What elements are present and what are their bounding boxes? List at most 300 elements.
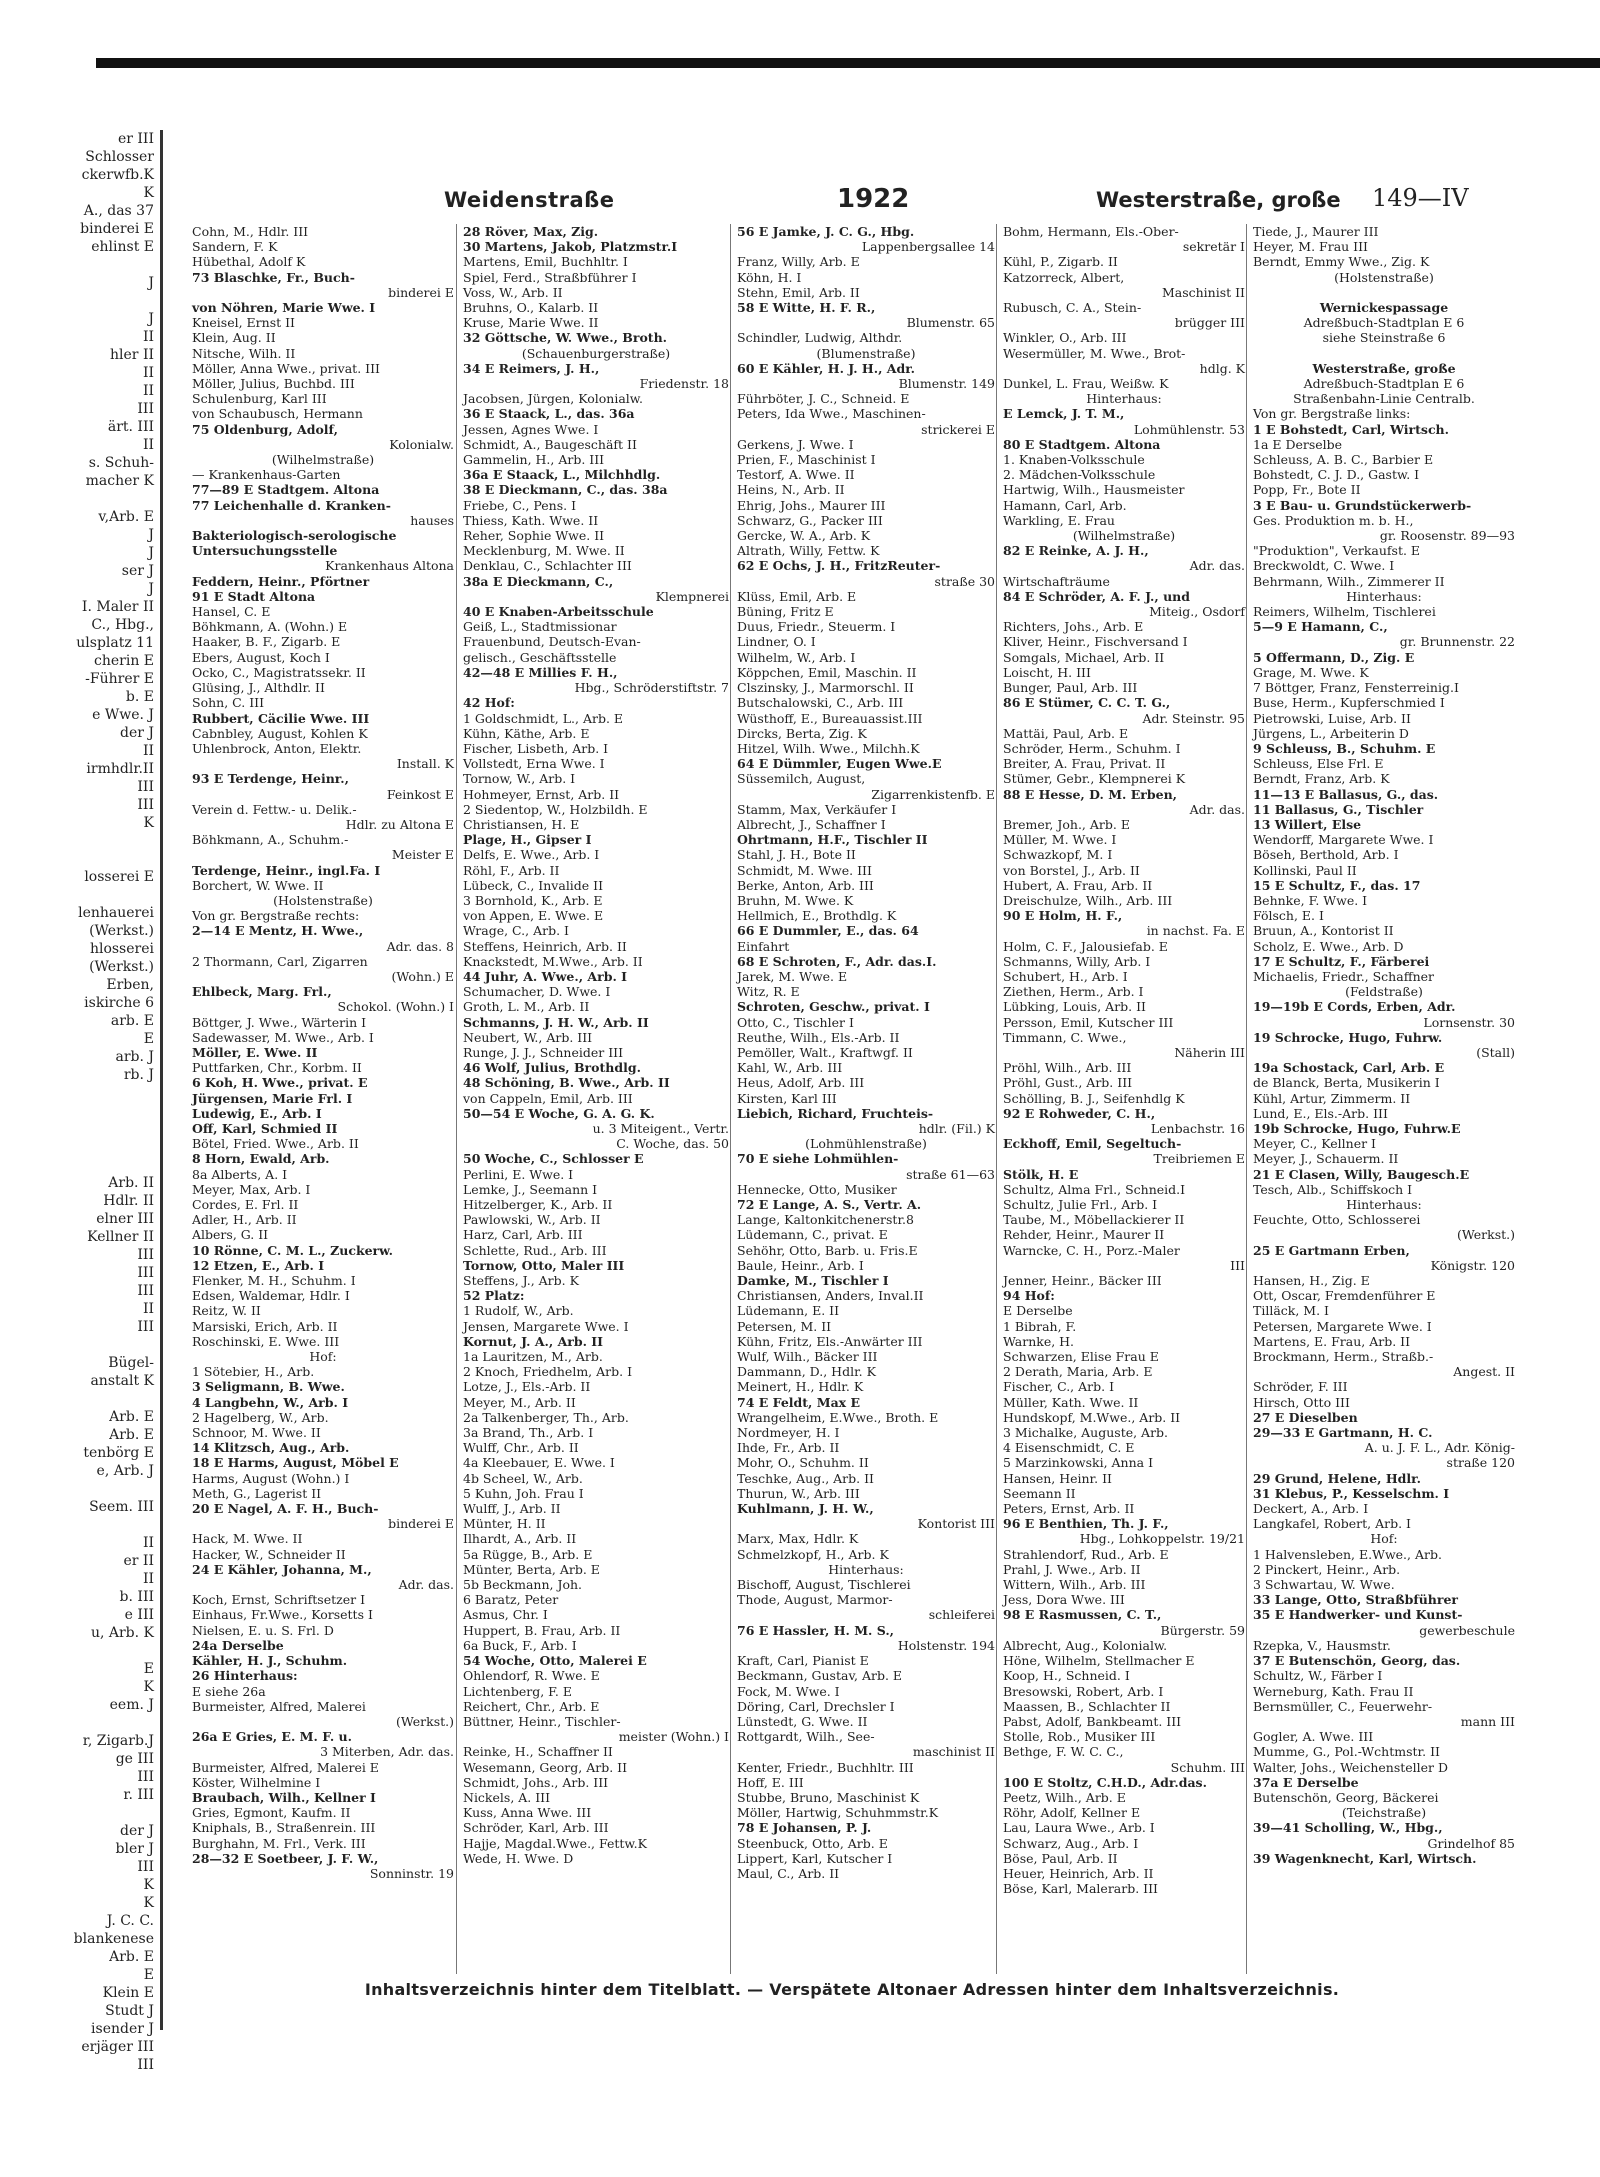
directory-entry: 96 E Benthien, Th. J. F., xyxy=(1003,1516,1169,1532)
directory-entry: Lindner, O. I xyxy=(737,634,816,650)
directory-entry: Eckhoff, Emil, Segeltuch- xyxy=(1003,1136,1182,1152)
left-edge-fragment: e, Arb. J xyxy=(96,1463,154,1479)
directory-entry: Schmanns, Willy, Arb. I xyxy=(1003,953,1151,969)
directory-entry: Heins, N., Arb. II xyxy=(737,482,845,498)
left-edge-fragment: III xyxy=(137,1319,154,1335)
directory-entry: Königstr. 120 xyxy=(1430,1257,1515,1273)
directory-entry: 2 Knoch, Friedhelm, Arb. I xyxy=(463,1364,633,1380)
page-header xyxy=(192,180,1512,220)
directory-entry: 6 Baratz, Peter xyxy=(463,1592,559,1608)
directory-entry: Wittern, Wilh., Arb. III xyxy=(1003,1577,1146,1593)
directory-entry: 18 E Harms, August, Möbel E xyxy=(192,1455,399,1471)
directory-entry: Blumenstr. 65 xyxy=(906,315,995,331)
directory-entry: Süssemilch, August, xyxy=(737,771,866,787)
directory-entry: Borchert, W. Wwe. II xyxy=(192,877,324,893)
directory-entry: Fischer, Lisbeth, Arb. I xyxy=(463,740,609,756)
directory-entry: Maul, C., Arb. II xyxy=(737,1865,840,1881)
directory-entry: Schubert, H., Arb. I xyxy=(1003,968,1128,984)
directory-entry: Albrecht, J., Schaffner I xyxy=(737,816,886,832)
directory-entry: Hinterhaus: xyxy=(1346,588,1422,604)
directory-entry: Pemöller, Walt., Kraftwgf. II xyxy=(737,1044,913,1060)
left-edge-fragment: ser J xyxy=(121,563,154,579)
directory-entry: siehe Steinstraße 6 xyxy=(1322,330,1446,346)
directory-entry: 1 Rudolf, W., Arb. xyxy=(463,1303,574,1319)
directory-entry: Blumenstr. 149 xyxy=(898,376,995,392)
directory-entry: Bresowski, Robert, Arb. I xyxy=(1003,1683,1164,1699)
directory-entry: Puttfarken, Chr., Korbm. II xyxy=(192,1060,362,1076)
left-edge-fragment: I. Maler II xyxy=(81,599,154,615)
left-edge-fragment: II xyxy=(142,383,154,399)
directory-entry: Schlette, Rud., Arb. III xyxy=(463,1242,607,1258)
directory-entry: Feuchte, Otto, Schlosserei xyxy=(1253,1212,1421,1228)
directory-entry: 36a E Staack, L., Milchhdlg. xyxy=(463,467,661,483)
left-edge-fragment: irmhdlr.II xyxy=(86,761,154,777)
left-edge-fragment: (Werkst.) xyxy=(89,923,154,939)
directory-entry: Clszinsky, J., Marmorschl. II xyxy=(737,680,914,696)
directory-entry: Tornow, Otto, Maler III xyxy=(463,1257,625,1273)
directory-entry: Höne, Wilhelm, Stellmacher E xyxy=(1003,1653,1195,1669)
directory-entry: Klein, Aug. II xyxy=(192,330,276,346)
directory-entry: Winkler, O., Arb. III xyxy=(1003,330,1127,346)
left-edge-fragment: (Werkst.) xyxy=(89,959,154,975)
left-edge-fragment: C., Hbg., xyxy=(91,617,154,633)
directory-entry: hdlr. (Fil.) K xyxy=(918,1120,995,1136)
directory-entry: Friebe, C., Pens. I xyxy=(463,497,577,513)
directory-entry: Schwarz, G., Packer III xyxy=(737,512,883,528)
directory-entry: Kruse, Marie Wwe. II xyxy=(463,315,599,331)
directory-entry: Thurun, W., Arb. III xyxy=(737,1485,860,1501)
directory-entry: Reichert, Chr., Arb. E xyxy=(463,1698,600,1714)
directory-entry: Jürgens, L., Arbeiterin D xyxy=(1253,725,1409,741)
directory-entry: gelisch., Geschäftsstelle xyxy=(463,649,617,665)
left-edge-fragment: u, Arb. K xyxy=(90,1625,154,1641)
directory-entry: Müller, M. Wwe. I xyxy=(1003,832,1117,848)
directory-entry: de Blanck, Berta, Musikerin I xyxy=(1253,1075,1440,1091)
directory-entry: 5b Beckmann, Joh. xyxy=(463,1577,583,1593)
directory-entry: 64 E Dümmler, Eugen Wwe.E xyxy=(737,756,942,772)
directory-entry: Schmidt, A., Baugeschäft II xyxy=(463,436,637,452)
left-edge-fragment xyxy=(0,832,160,850)
left-edge-fragment: macher K xyxy=(85,473,154,489)
directory-entry: maschinist II xyxy=(912,1744,995,1760)
directory-entry: Lüdemann, E. II xyxy=(737,1303,840,1319)
directory-entry: Böhkmann, A. (Wohn.) E xyxy=(192,619,348,635)
left-edge-fragment: III xyxy=(137,2057,154,2073)
left-edge-fragment: arb. J xyxy=(115,1049,154,1065)
directory-entry: Döring, Carl, Drechsler I xyxy=(737,1698,895,1714)
directory-entry: Butenschön, Georg, Bäckerei xyxy=(1253,1789,1439,1805)
directory-entry: (Wilhelmstraße) xyxy=(1072,528,1176,544)
directory-entry: Somgals, Michael, Arb. II xyxy=(1003,649,1165,665)
directory-entry: Terdenge, Heinr., ingl.Fa. I xyxy=(192,862,381,878)
directory-entry: Rzepka, V., Hausmstr. xyxy=(1253,1637,1391,1653)
directory-entry: 2—14 E Mentz, H. Wwe., xyxy=(192,923,364,939)
directory-entry: 38a E Dieckmann, C., xyxy=(463,573,614,589)
directory-entry: Burmeister, Alfred, Malerei xyxy=(192,1698,366,1714)
directory-entry: Kornut, J. A., Arb. II xyxy=(463,1333,603,1349)
directory-entry: Klempnerei xyxy=(655,588,729,604)
left-edge-fragment: III xyxy=(137,1283,154,1299)
directory-entry: Adreßbuch-Stadtplan E 6 xyxy=(1303,376,1465,392)
directory-entry: 42 Hof: xyxy=(463,695,515,711)
left-edge-fragment xyxy=(0,1138,160,1156)
directory-entry: 44 Juhr, A. Wwe., Arb. I xyxy=(463,968,628,984)
left-edge-fragment: K xyxy=(143,185,154,201)
directory-entry: Hbg., Lohkoppelstr. 19/21 xyxy=(1079,1531,1245,1547)
directory-entry: 19 Schrocke, Hugo, Fuhrw. xyxy=(1253,1029,1443,1045)
directory-entry: Mumme, G., Pol.-Wchtmstr. II xyxy=(1253,1744,1440,1760)
directory-entry: Kniphals, B., Straßenrein. III xyxy=(192,1820,376,1836)
directory-entry: Hennecke, Otto, Musiker xyxy=(737,1181,897,1197)
directory-entry: Angest. II xyxy=(1453,1364,1515,1380)
directory-entry: Lemke, J., Seemann I xyxy=(463,1181,598,1197)
directory-entry: Friedenstr. 18 xyxy=(639,376,729,392)
directory-entry: Schleuss, A. B. C., Barbier E xyxy=(1253,452,1434,468)
directory-entry: Jensen, Margarete Wwe. I xyxy=(463,1318,629,1334)
directory-entry: Klüss, Emil, Arb. E xyxy=(737,588,857,604)
directory-entry: Heuer, Heinrich, Arb. II xyxy=(1003,1865,1154,1881)
directory-entry: (Werkst.) xyxy=(396,1713,454,1729)
directory-entry: Adr. Steinstr. 95 xyxy=(1142,710,1245,726)
directory-entry: Einfahrt xyxy=(737,938,790,954)
directory-entry: 98 E Rasmussen, C. T., xyxy=(1003,1607,1162,1623)
directory-entry: Lohmühlenstr. 53 xyxy=(1133,421,1245,437)
directory-entry: Kahl, W., Arb. III xyxy=(737,1060,843,1076)
directory-entry: E siehe 26a xyxy=(192,1683,266,1699)
directory-entry: Straßenbahn-Linie Centralb. xyxy=(1293,391,1475,407)
directory-entry: (Wohn.) E xyxy=(391,968,454,984)
directory-entry: 1 Goldschmidt, L., Arb. E xyxy=(463,710,624,726)
left-edge-fragment: Erben, xyxy=(106,977,154,993)
directory-entry: straße 61—63 xyxy=(906,1166,995,1182)
directory-entry: Denklau, C., Schlachter III xyxy=(463,558,632,574)
directory-entry: Lippert, Karl, Kutscher I xyxy=(737,1850,893,1866)
column-5 xyxy=(1246,224,1515,1974)
directory-entry: Ilhardt, A., Arb. II xyxy=(463,1531,577,1547)
left-edge-fragment: Schlosser xyxy=(85,149,154,165)
directory-entry: 54 Woche, Otto, Malerei E xyxy=(463,1653,647,1669)
directory-entry: Möller, Hartwig, Schuhmmstr.K xyxy=(737,1805,939,1821)
directory-entry: Kühl, Artur, Zimmerm. II xyxy=(1253,1090,1411,1106)
directory-entry: Bruhn, M. Wwe. K xyxy=(737,892,854,908)
directory-entry: Dammann, D., Hdlr. K xyxy=(737,1364,876,1380)
directory-entry: 37 E Butenschön, Georg, das. xyxy=(1253,1653,1461,1669)
directory-entry: Thode, August, Marmor- xyxy=(737,1592,893,1608)
directory-entry: Maschinist II xyxy=(1161,284,1245,300)
directory-entry: Sandern, F. K xyxy=(192,239,278,255)
directory-entry: Warncke, C. H., Porz.-Maler xyxy=(1003,1242,1180,1258)
directory-entry: Albers, G. II xyxy=(192,1227,269,1243)
left-edge-fragment: der J xyxy=(119,1823,154,1839)
left-edge-fragment: Bügel- xyxy=(108,1355,154,1371)
column-4 xyxy=(996,224,1245,1974)
directory-entry: Hinterhaus: xyxy=(1086,391,1162,407)
directory-entry: Katzorreck, Albert, xyxy=(1003,269,1125,285)
directory-entry: Kolonialw. xyxy=(389,436,454,452)
directory-entry: Teschke, Aug., Arb. II xyxy=(737,1470,874,1486)
directory-entry: Kneisel, Ernst II xyxy=(192,315,295,331)
directory-entry: 29—33 E Gartmann, H. C. xyxy=(1253,1425,1433,1441)
directory-entry: Fischer, C., Arb. I xyxy=(1003,1379,1115,1395)
directory-entry: Reimers, Wilhelm, Tischlerei xyxy=(1253,604,1436,620)
left-edge-fragment: Klein E xyxy=(102,1985,154,2001)
left-edge-fragment: K xyxy=(143,815,154,831)
directory-entry: Albrecht, Aug., Kolonialw. xyxy=(1003,1637,1168,1653)
left-edge-fragment xyxy=(0,1084,160,1102)
directory-entry: 24 E Kähler, Johanna, M., xyxy=(192,1561,372,1577)
directory-entry: E Lemck, J. T. M., xyxy=(1003,406,1125,422)
directory-entry: Werneburg, Kath. Frau II xyxy=(1253,1683,1414,1699)
directory-entry: Stolle, Rob., Musiker III xyxy=(1003,1729,1156,1745)
directory-entry: 1 E Bohstedt, Carl, Wirtsch. xyxy=(1253,421,1450,437)
directory-entry: Nitsche, Wilh. II xyxy=(192,345,296,361)
directory-entry: 50 Woche, C., Schlosser E xyxy=(463,1151,644,1167)
directory-entry: Frauenbund, Deutsch-Evan- xyxy=(463,634,641,650)
left-edge-fragment: J xyxy=(148,311,154,327)
header-street-left: Weidenstraße xyxy=(444,188,615,212)
directory-entry: — Krankenhaus-Garten xyxy=(192,467,341,483)
directory-entry: von Appen, E. Wwe. E xyxy=(463,908,604,924)
scan-top-border xyxy=(96,58,1600,68)
directory-entry: Hinterhaus: xyxy=(1346,1197,1422,1212)
left-edge-fragment xyxy=(0,292,160,310)
directory-entry: von Nöhren, Marie Wwe. I xyxy=(192,300,376,316)
directory-entry: Christiansen, H. E xyxy=(463,816,580,832)
directory-entry: Bunger, Paul, Arb. III xyxy=(1003,680,1138,696)
directory-entry: 36 E Staack, L., das. 36a xyxy=(463,406,635,422)
left-edge-fragment: II xyxy=(142,329,154,345)
directory-entry: Kirsten, Karl III xyxy=(737,1090,837,1106)
directory-entry: Röhl, F., Arb. II xyxy=(463,862,560,878)
directory-entry: Wesemann, Georg, Arb. II xyxy=(463,1759,628,1775)
directory-entry: Haaker, B. F., Zigarb. E xyxy=(192,634,341,650)
directory-entry: Wede, H. Wwe. D xyxy=(463,1850,574,1866)
directory-entry: Hof: xyxy=(1370,1531,1398,1547)
directory-entry: Schumacher, D. Wwe. I xyxy=(463,984,611,1000)
directory-entry: Delfs, E. Wwe., Arb. I xyxy=(463,847,600,863)
directory-entry: Schleuss, Else Frl. E xyxy=(1253,756,1384,772)
directory-entry: hauses xyxy=(410,512,454,528)
directory-entry: Warnke, H. xyxy=(1003,1333,1075,1349)
directory-entry: Hajje, Magdal.Wwe., Fettw.K xyxy=(463,1835,647,1851)
directory-entry: Perlini, E. Wwe. I xyxy=(463,1166,574,1182)
directory-entry: Bakteriologisch-serologische xyxy=(192,528,397,544)
directory-entry: 27 E Dieselben xyxy=(1253,1409,1358,1425)
left-edge-fragment: III xyxy=(137,1769,154,1785)
directory-entry: Meth, G., Lagerist II xyxy=(192,1485,322,1501)
left-edge-fragment: Arb. E xyxy=(109,1427,154,1443)
directory-entry: Meyer, C., Kellner I xyxy=(1253,1136,1376,1152)
directory-entry: Uhlenbrock, Anton, Elektr. xyxy=(192,740,362,756)
directory-entry: Peters, Ernst, Arb. II xyxy=(1003,1501,1135,1517)
directory-entry: 40 E Knaben-Arbeitsschule xyxy=(463,604,654,620)
directory-entry: 73 Blaschke, Fr., Buch- xyxy=(192,269,355,285)
directory-entry: Ocko, C., Magistratssekr. II xyxy=(192,664,366,680)
directory-entry: (Lohmühlenstraße) xyxy=(805,1136,927,1152)
directory-entry: Bötel, Fried. Wwe., Arb. II xyxy=(192,1136,359,1152)
left-edge-fragment: K xyxy=(143,1895,154,1911)
directory-entry: Möller, E. Wwe. II xyxy=(192,1044,318,1060)
header-page-number: 149—IV xyxy=(1372,184,1469,212)
directory-entry: Plage, H., Gipser I xyxy=(463,832,592,848)
directory-entry: Hartwig, Wilh., Hausmeister xyxy=(1003,482,1185,498)
directory-entry: 32 Göttsche, W. Wwe., Broth. xyxy=(463,330,668,346)
left-edge-fragment: eem. J xyxy=(109,1697,154,1713)
directory-entry: Hitzelberger, K., Arb. II xyxy=(463,1197,613,1212)
directory-entry: 4 Eisenschmidt, C. E xyxy=(1003,1440,1135,1456)
directory-entry: Persson, Emil, Kutscher III xyxy=(1003,1014,1174,1030)
directory-entry: Otto, C., Tischler I xyxy=(737,1014,854,1030)
directory-entry: Walter, Johs., Weichensteller D xyxy=(1253,1759,1449,1775)
directory-entry: 50—54 E Woche, G. A. G. K. xyxy=(463,1105,655,1121)
left-edge-fragment: ehlinst E xyxy=(91,239,154,255)
directory-entry: Berndt, Emmy Wwe., Zig. K xyxy=(1253,254,1430,270)
directory-entry: Schindler, Ludwig, Althdr. xyxy=(737,330,903,346)
directory-entry: Beckmann, Gustav, Arb. E xyxy=(737,1668,903,1684)
directory-entry: 11—13 E Ballasus, G., das. xyxy=(1253,786,1439,802)
directory-entry: Jenner, Heinr., Bäcker III xyxy=(1003,1273,1162,1289)
directory-entry: Hacker, W., Schneider II xyxy=(192,1546,346,1562)
directory-entry: 38 E Dieckmann, C., das. 38a xyxy=(463,482,668,498)
left-edge-fragment: rb. J xyxy=(123,1067,154,1083)
directory-entry: Untersuchungsstelle xyxy=(192,543,338,559)
directory-entry: Harms, August (Wohn.) I xyxy=(192,1470,350,1486)
directory-entry: Hinterhaus: xyxy=(828,1561,904,1577)
directory-entry: Schmidt, M. Wwe. III xyxy=(737,862,872,878)
directory-entry: Damke, M., Tischler I xyxy=(737,1273,889,1289)
directory-entry: Martens, Emil, Buchhltr. I xyxy=(463,254,628,270)
directory-entry: Altrath, Willy, Fettw. K xyxy=(737,543,880,559)
directory-entry: Kollinski, Paul II xyxy=(1253,862,1357,878)
directory-entry: Lornsenstr. 30 xyxy=(1423,1014,1515,1030)
directory-entry: 26 Hinterhaus: xyxy=(192,1668,298,1684)
directory-entry: 77 Leichenhalle d. Kranken- xyxy=(192,497,391,513)
directory-entry: Gogler, A. Wwe. III xyxy=(1253,1729,1374,1745)
directory-entry: Lappenbergsallee 14 xyxy=(861,239,995,255)
left-edge-fragment xyxy=(0,1804,160,1822)
left-edge-fragment: J xyxy=(148,527,154,543)
directory-entry: Pröhl, Gust., Arb. III xyxy=(1003,1075,1133,1091)
directory-entry: Heus, Adolf, Arb. III xyxy=(737,1075,865,1091)
directory-entry: 2 Derath, Maria, Arb. E xyxy=(1003,1364,1153,1380)
left-edge-fragment: ulsplatz 11 xyxy=(76,635,154,651)
left-edge-fragment: II xyxy=(142,1571,154,1587)
directory-entry: Ihde, Fr., Arb. II xyxy=(737,1440,840,1456)
left-edge-fragment: elner III xyxy=(96,1211,154,1227)
directory-entry: (Feldstraße) xyxy=(1345,984,1423,1000)
left-edge-fragment: III xyxy=(137,1265,154,1281)
left-edge-fragment xyxy=(0,1156,160,1174)
directory-entry: Ehlbeck, Marg. Frl., xyxy=(192,984,332,1000)
directory-entry: Münter, H. II xyxy=(463,1516,546,1532)
directory-entry: gr. Roosenstr. 89—93 xyxy=(1379,528,1515,544)
directory-entry: Hansen, H., Zig. E xyxy=(1253,1273,1370,1289)
directory-entry: 35 E Handwerker- und Kunst- xyxy=(1253,1607,1463,1623)
left-edge-fragment: J xyxy=(148,581,154,597)
left-edge-fragment xyxy=(0,1336,160,1354)
directory-entry: 4 Langbehn, W., Arb. I xyxy=(192,1394,349,1410)
directory-entry: Ohlendorf, R. Wwe. E xyxy=(463,1668,600,1684)
directory-entry: Spiel, Ferd., Straßbführer I xyxy=(463,269,637,285)
directory-entry: C. Woche, das. 50 xyxy=(616,1136,729,1152)
directory-entry: 12 Etzen, E., Arb. I xyxy=(192,1257,325,1273)
directory-entry xyxy=(1253,346,1515,361)
directory-entry: 5—9 E Hamann, C., xyxy=(1253,619,1388,635)
directory-entry: 8 Horn, Ewald, Arb. xyxy=(192,1151,330,1167)
left-edge-fragment: J xyxy=(148,275,154,291)
directory-entry: 26a E Gries, E. M. F. u. xyxy=(192,1729,352,1745)
directory-entry: Meyer, M., Arb. II xyxy=(463,1394,576,1410)
directory-entry: Hohmeyer, Ernst, Arb. II xyxy=(463,786,620,802)
directory-entry: 48 Schöning, B. Wwe., Arb. II xyxy=(463,1075,670,1091)
directory-entry: 78 E Johansen, P. J. xyxy=(737,1820,872,1836)
left-edge-fragment: J xyxy=(148,545,154,561)
directory-entry: Hof: xyxy=(309,1349,337,1365)
directory-entry: meister (Wohn.) I xyxy=(618,1729,729,1745)
directory-entry: Kenter, Friedr., Buchhltr. III xyxy=(737,1759,914,1775)
directory-entry: 20 E Nagel, A. F. H., Buch- xyxy=(192,1501,379,1517)
directory-entry: Meinert, H., Hdlr. K xyxy=(737,1379,864,1395)
left-edge-fragment: II xyxy=(142,743,154,759)
directory-entry: Wernickespassage xyxy=(1319,300,1449,316)
left-edge-fragment: K xyxy=(143,1679,154,1695)
left-edge-fragment: iskirche 6 xyxy=(84,995,154,1011)
directory-entry: Strahlendorf, Rud., Arb. E xyxy=(1003,1546,1169,1562)
directory-entry: Tesch, Alb., Schiffskoch I xyxy=(1253,1181,1413,1197)
directory-entry: 5 Kuhn, Joh. Frau I xyxy=(463,1485,584,1501)
directory-entry: Mohr, O., Schuhm. II xyxy=(737,1455,869,1471)
directory-entry: straße 30 xyxy=(934,573,995,589)
directory-entry: Lenbachstr. 16 xyxy=(1150,1120,1245,1136)
left-edge-fragment: J. C. C. xyxy=(106,1913,154,1929)
left-edge-fragment: lenhauerei xyxy=(78,905,154,921)
directory-entry: 13 Willert, Else xyxy=(1253,816,1362,832)
directory-entry: Dunkel, L. Frau, Weißw. K xyxy=(1003,376,1169,392)
directory-entry: Wesermüller, M. Wwe., Brot- xyxy=(1003,345,1186,361)
left-edge-fragment: Kellner II xyxy=(87,1229,154,1245)
directory-entry xyxy=(1253,285,1515,300)
directory-entry: 4a Kleebauer, E. Wwe. I xyxy=(463,1455,615,1471)
directory-entry: Bremer, Joh., Arb. E xyxy=(1003,816,1130,832)
directory-entry: 80 E Stadtgem. Altona xyxy=(1003,436,1161,452)
directory-entry: Pröhl, Wilh., Arb. III xyxy=(1003,1060,1132,1076)
directory-entry: Sehöhr, Otto, Barb. u. Fris.E xyxy=(737,1242,918,1258)
directory-entry: Wulff, Chr., Arb. II xyxy=(463,1440,579,1456)
directory-entry: Miteig., Osdorf xyxy=(1149,604,1245,620)
left-edge-fragment: III xyxy=(137,401,154,417)
directory-entry: Fölsch, E. I xyxy=(1253,908,1324,924)
directory-entry: Witz, R. E xyxy=(737,984,800,1000)
directory-entry: Fock, M. Wwe. I xyxy=(737,1683,840,1699)
left-edge-fragment: II xyxy=(142,1301,154,1317)
directory-entry: 56 E Jamke, J. C. G., Hbg. xyxy=(737,224,915,239)
directory-entry: 3 Bornhold, K., Arb. E xyxy=(463,892,603,908)
directory-entry: Schokol. (Wohn.) I xyxy=(337,999,454,1015)
directory-entry: mann III xyxy=(1460,1713,1515,1729)
directory-entry: 2 Pinckert, Heinr., Arb. xyxy=(1253,1561,1401,1577)
directory-entry: Mecklenburg, M. Wwe. II xyxy=(463,543,625,559)
directory-entry: Adler, H., Arb. II xyxy=(192,1212,297,1228)
directory-entry: 72 E Lange, A. S., Vertr. A. xyxy=(737,1197,922,1212)
left-edge-fragment xyxy=(0,256,160,274)
directory-entry: Testorf, A. Wwe. II xyxy=(737,467,855,483)
directory-entry: Stümer, Gebr., Klempnerei K xyxy=(1003,771,1186,787)
directory-entry: Gercke, W. A., Arb. K xyxy=(737,528,871,544)
directory-entry: Nickels, A. III xyxy=(463,1789,551,1805)
left-edge-fragment: b. E xyxy=(125,689,154,705)
directory-entry: Cabnbley, August, Kohlen K xyxy=(192,725,368,741)
directory-entry: Schwazkopf, M. I xyxy=(1003,847,1113,863)
